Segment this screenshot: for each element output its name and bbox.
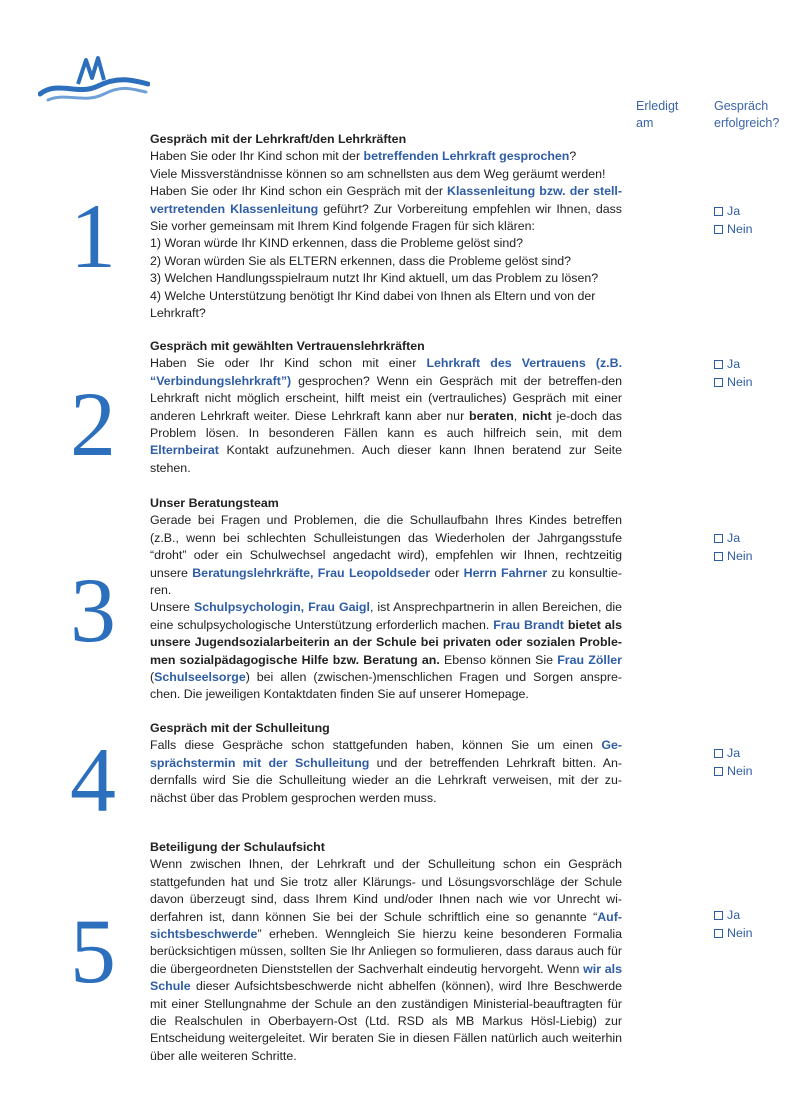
step-title: Gespräch mit gewählten Vertrauenslehrkräften — [150, 339, 425, 353]
step-paragraph: Unsere Schulpsychologin, Frau Gaigl, ist Ansprechpartnerin in allen Bereichen, die eine schulpsychologische Unterstützung erforderlich machen. Frau Brandt bietet als unsere Jugendsozialarbeiterin an der Schule bei privaten oder sozialen Proble-men sozialpädagogische Hilfe bzw. Beratung an. Ebenso können Sie Frau Zöller (Schulseelsorge) bei allen (zwischen-)menschlichen Fragen und Sorgen anspre-chen. Die jeweiligen Kontaktdaten finden Sie auf unserer Homepage. — [150, 600, 622, 702]
checkbox-yes[interactable]: Ja — [714, 530, 752, 548]
checkbox-no[interactable]: Nein — [714, 763, 752, 781]
question-item: 3) Welchen Handlungsspielraum nutzt Ihr Kind aktuell, um das Problem zu lösen? — [150, 271, 599, 286]
school-logo — [38, 50, 150, 106]
checkbox-no[interactable]: Nein — [714, 548, 752, 566]
checkbox-no[interactable]: Nein — [714, 925, 752, 943]
step-paragraph: Viele Missverständnisse können so am schnellsten aus dem Weg geräumt werden! — [150, 166, 606, 181]
question-item: 4) Welche Unterstützung benötigt Ihr Kind dabei von Ihnen als Eltern und von der Lehrkraft? — [150, 288, 596, 321]
checkbox-square-icon[interactable] — [714, 767, 723, 776]
step-section-1 — [150, 131, 622, 322]
column-header-success: Gespräch erfolgreich? — [714, 99, 780, 130]
checkbox-yes[interactable]: Ja — [714, 356, 752, 374]
checkbox-no[interactable]: Nein — [714, 374, 752, 392]
step-paragraph: Haben Sie oder Ihr Kind schon mit einer Lehrkraft des Vertrauens (z.B. “Verbindungslehrkraft”) gesprochen? Wenn ein Gespräch mit der betreffen-den Lehrkraft nicht möglich erscheint, hilft meist ein (vertrauliches) Gespräch mit einer anderen Lehrkraft weiter. Diese Lehrkraft kann aber nur beraten, nicht je-doch das Problem lösen. In besonderen Fällen kann es auch hilfreich sein, mit dem Elternbeirat Kontakt aufzunehmen. Auch dieser kann Ihnen beratend zur Seite stehen. — [150, 356, 623, 475]
step-title: Beteiligung der Schulaufsicht — [150, 840, 325, 854]
step-section-3 — [150, 495, 622, 704]
checkbox-yes[interactable]: Ja — [714, 745, 752, 763]
checkbox-group-4 — [714, 745, 752, 780]
step-number: 5 — [70, 900, 116, 1002]
checkbox-square-icon[interactable] — [714, 929, 723, 938]
question-item: 1) Woran würde Ihr KIND erkennen, dass die Probleme gelöst sind? — [150, 236, 524, 251]
checkbox-square-icon[interactable] — [714, 225, 723, 234]
checkbox-group-5 — [714, 907, 752, 942]
column-header-done: Erledigt am — [636, 99, 679, 130]
step-paragraph: Haben Sie oder Ihr Kind schon mit der betreffenden Lehrkraft gesprochen? — [150, 149, 577, 164]
checkbox-no[interactable]: Nein — [714, 221, 752, 239]
step-paragraph: Gerade bei Fragen und Problemen, die die Schullaufbahn Ihres Kindes betreffen (z.B., wenn bei schlechten Schulleistungen das Wiederholen der Jahrgangsstufe “droht” oder ein Schulwechsel angedacht wird), empfehlen wir Ihnen, rechtzeitig unsere Beratungslehrkräfte, Frau Leopoldseder oder Herrn Fahrner zu konsultie-ren. — [150, 513, 622, 598]
step-title: Gespräch mit der Schulleitung — [150, 721, 330, 735]
question-item: 2) Woran würden Sie als ELTERN erkennen, dass die Probleme gelöst sind? — [150, 253, 572, 268]
checkbox-square-icon[interactable] — [714, 911, 723, 920]
step-title: Gespräch mit der Lehrkraft/den Lehrkräften — [150, 132, 407, 146]
step-number: 3 — [70, 559, 116, 661]
step-section-4 — [150, 720, 622, 807]
checkbox-yes[interactable]: Ja — [714, 203, 752, 221]
step-title: Unser Beratungsteam — [150, 496, 279, 510]
step-section-5 — [150, 839, 622, 1065]
checkbox-group-1 — [714, 203, 752, 238]
checkbox-square-icon[interactable] — [714, 360, 723, 369]
checkbox-yes[interactable]: Ja — [714, 907, 752, 925]
step-number: 2 — [70, 373, 116, 475]
step-paragraph: Haben Sie oder Ihr Kind schon ein Gespräch mit der Klassenleitung bzw. der stell-vertretenden Klassenleitung geführt? Zur Vorbereitung empfehlen wir Ihnen, dass Sie vorher gemeinsam mit Ihrem Kind folgende Fragen für sich klären: — [150, 184, 622, 234]
checkbox-square-icon[interactable] — [714, 534, 723, 543]
checkbox-square-icon[interactable] — [714, 749, 723, 758]
checkbox-group-2 — [714, 356, 752, 391]
step-paragraph: Wenn zwischen Ihnen, der Lehrkraft und der Schulleitung schon ein Gespräch stattgefunden hat und Sie trotz aller Klärungs- und Lösungsvorschläge der Schule davon überzeugt sind, dass Ihrem Kind und/oder Ihnen nach wie vor Unrecht wi-derfahren ist, dann können Sie bei der Schule schriftlich eine so genannte “Auf-sichtsbeschwerde” erheben. Wenngleich Sie hierzu keine besonderen Formalia berücksichtigen müssen, sollten Sie Ihr Anliegen so formulieren, dass daraus auch für die übergeordneten Dienststellen der Sachverhalt eindeutig hervorgeht. Wenn wir als Schule dieser Aufsichtsbeschwerde nicht abhelfen (können), wird Ihre Beschwerde mit einer Stellungnahme der Schule an den zuständigen Ministerial-beauftragten für die Realschulen in Oberbayern-Ost (Ltd. RSD als MB Markus Hösl-Liebig) zur Entscheidung weitergeleitet. Wir beraten Sie in diesen Fällen natürlich auch weiterhin über alle weiteren Schritte. — [150, 857, 622, 1063]
checkbox-square-icon[interactable] — [714, 207, 723, 216]
checkbox-square-icon[interactable] — [714, 378, 723, 387]
step-number: 4 — [70, 729, 116, 831]
step-paragraph: Falls diese Gespräche schon stattgefunden haben, können Sie um einen Ge-sprächstermin mit der Schulleitung und der betreffenden Lehrkraft bitten. An-dernfalls wird Sie die Schulleitung wieder an die Lehrkraft verweisen, mit der zu-nächst über das Problem gesprochen werden muss. — [150, 738, 622, 805]
checkbox-group-3 — [714, 530, 752, 565]
step-number: 1 — [70, 185, 116, 287]
checkbox-square-icon[interactable] — [714, 552, 723, 561]
step-section-2 — [150, 338, 622, 477]
